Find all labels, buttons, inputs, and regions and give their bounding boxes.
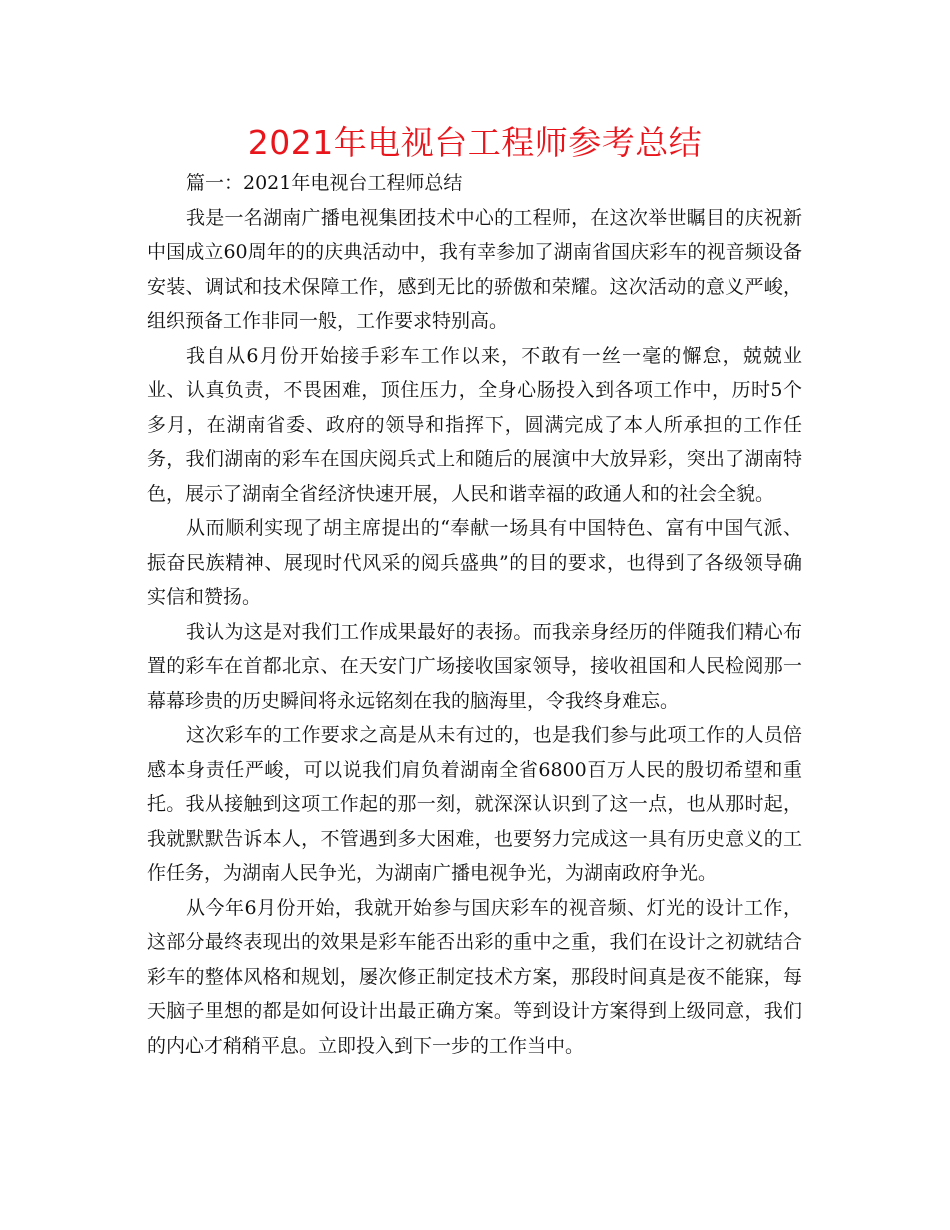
paragraph-4: 我认为这是对我们工作成果最好的表扬。而我亲身经历的伴随我们精心布置的彩车在首都北京、在天安门广场接收国家领导，接收祖国和人民检阅那一幕幕珍贵的历史瞬间将永远铭刻在我的脑海里，令我终身难忘。 xyxy=(147,620,802,712)
document-title: 2021年电视台工程师参考总结 xyxy=(247,123,703,162)
paragraph-3: 从而顺利实现了胡主席提出的“奉献一场具有中国特色、富有中国气派、振奋民族精神、展现时代风采的阅兵盛典”的目的要求，也得到了各级领导确实信和赞扬。 xyxy=(147,517,802,608)
paragraph-5: 这次彩车的工作要求之高是从未有过的，也是我们参与此项工作的人员倍感本身责任严峻，可以说我们肩负着湖南全省6800百万人民的殷切希望和重托。我从接触到这项工作起的那一刻，就深深认识到了这一点，也从那时起，我就默默告诉本人，不管遇到多大困难，也要努力完成这一具有历史意义的工作任务，为湖南人民争光，为湖南广播电视争光，为湖南政府争光。 xyxy=(147,724,802,884)
paragraph-6: 从今年6月份开始，我就开始参与国庆彩车的视音频、灯光的设计工作，这部分最终表现出的效果是彩车能否出彩的重中之重，我们在设计之初就结合彩车的整体风格和规划，屡次修正制定技术方案，那段时间真是夜不能寐，每天脑子里想的都是如何设计出最正确方案。等到设计方案得到上级同意，我们的内心才稍稍平息。立即投入到下一步的工作当中。 xyxy=(147,896,802,1057)
paragraph-1: 我是一名湖南广播电视集团技术中心的工程师，在这次举世瞩目的庆祝新中国成立60周年的的庆典活动中，我有幸参加了湖南省国庆彩车的视音频设备安装、调试和技术保障工作，感到无比的骄傲和荣耀。这次活动的意义严峻，组织预备工作非同一般，工作要求特别高。 xyxy=(147,206,802,332)
document-body xyxy=(147,166,802,1063)
section-heading: 篇一：2021年电视台工程师总结 xyxy=(186,172,463,194)
paragraph-2: 我自从6月份开始接手彩车工作以来，不敢有一丝一毫的懈怠，兢兢业业、认真负责，不畏困难，顶住压力，全身心肠投入到各项工作中，历时5个多月，在湖南省委、政府的领导和指挥下，圆满完成了本人所承担的工作任务，我们湖南的彩车在国庆阅兵式上和随后的展演中大放异彩，突出了湖南特色，展示了湖南全省经济快速开展，人民和谐幸福的政通人和的社会全貌。 xyxy=(147,344,802,505)
